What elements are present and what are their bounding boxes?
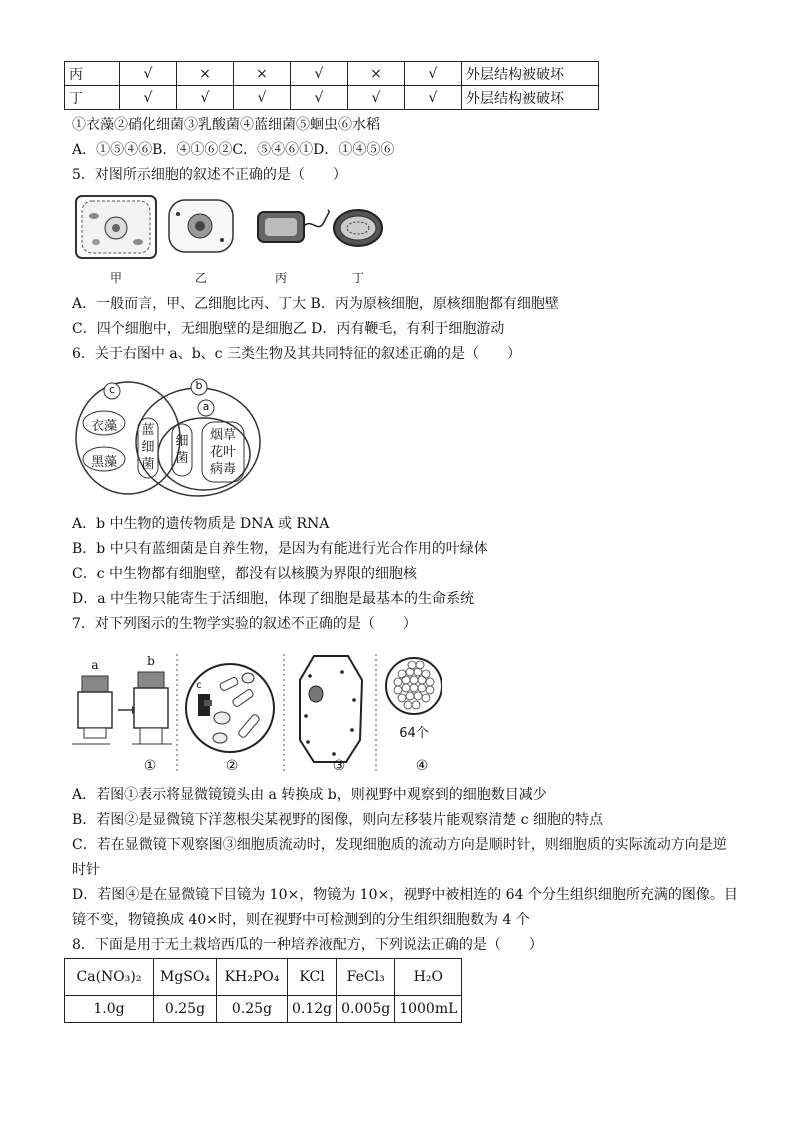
- table-cell: √: [348, 86, 405, 110]
- q5-option-ab: A．一般而言，甲、乙细胞比丙、丁大 B．丙为原核细胞，原核细胞都有细胞壁: [72, 296, 559, 312]
- value-cell: 0.25g: [217, 996, 288, 1023]
- lens-b-cap: [138, 672, 164, 688]
- table-cell: √: [177, 86, 234, 110]
- q6-option-c: C．c 中生物都有细胞壁，都没有以核膜为界限的细胞核: [72, 566, 418, 582]
- chloroplast-dot: [350, 728, 354, 732]
- table-cell: √: [120, 86, 177, 110]
- nutrient-formula-table: [64, 958, 462, 1023]
- table-row: [65, 86, 599, 110]
- cyanobacterium-inner: [340, 216, 376, 240]
- label-virus: 烟草花叶病毒: [209, 428, 236, 477]
- nucleus-3: [309, 686, 323, 702]
- lens-a-tip: [84, 728, 106, 738]
- table-cell: √: [234, 86, 291, 110]
- fig-label-yi: 乙: [194, 271, 207, 285]
- table-row: [65, 996, 462, 1023]
- header-cell: KH₂PO₄: [217, 959, 288, 996]
- q7-option-c-line1: C．若在显微镜下观察图③细胞质流动时，发现细胞质的流动方向是顺时针，则细胞质的实际流动方向是逆: [72, 837, 727, 853]
- q7-option-d-line1: D．若图④是在显微镜下目镜为 10×，物镜为 10×，视野中被相连的 64 个分生组织细胞所充满的图像。目: [72, 887, 738, 903]
- cell-shape: [242, 673, 254, 683]
- value-cell: 0.005g: [337, 996, 395, 1023]
- q7-stem: 7．对下列图示的生物学实验的叙述不正确的是（ ）: [72, 616, 417, 632]
- bacterium-cytoplasm: [265, 218, 297, 236]
- cell-count-label: 64个: [399, 726, 429, 741]
- plant-cell-3: [300, 656, 362, 762]
- q7-option-d-line2: 镜不变，物镜换成 40×时，则在视野中可检测到的分生组织细胞数为 4 个: [72, 912, 530, 928]
- q5-option-cd: C．四个细胞中，无细胞壁的是细胞乙 D．丙有鞭毛，有利于细胞游动: [72, 321, 505, 337]
- table-cell: √: [291, 86, 348, 110]
- table-cell: ×: [177, 62, 234, 86]
- fig-num-3: ③: [332, 758, 346, 774]
- table-cell: ×: [348, 62, 405, 86]
- chloroplast-dot: [332, 752, 336, 756]
- fig-label-jia: 甲: [109, 271, 122, 285]
- q7-option-b: B．若图②是显微镜下洋葱根尖某视野的图像，则向左移装片能观察清楚 c 细胞的特点: [72, 812, 604, 828]
- value-cell: 0.12g: [288, 996, 337, 1023]
- q7-figures: [72, 650, 442, 780]
- animal-cell-nucleolus: [195, 221, 205, 231]
- label-c: c: [108, 383, 116, 396]
- q7-option-c-line2: 时针: [72, 862, 100, 878]
- table-header-row: [65, 959, 462, 996]
- flagellum-shape: [304, 210, 329, 227]
- label-heizao: 黑藻: [90, 455, 117, 470]
- q7-figure-svg: [72, 650, 442, 780]
- table-cell: √: [291, 62, 348, 86]
- table-cell: √: [405, 86, 462, 110]
- fig-num-4: ④: [415, 758, 429, 774]
- header-cell: MgSO₄: [154, 959, 217, 996]
- label-b: b: [195, 379, 203, 392]
- lens-b-body: [134, 688, 168, 728]
- lens-b-label: b: [147, 654, 155, 668]
- table-note: 外层结构被破坏: [462, 86, 599, 110]
- q6-option-b: B．b 中只有蓝细菌是自养生物，是因为有能进行光合作用的叶绿体: [72, 541, 488, 557]
- cell-shape: [213, 733, 227, 743]
- lens-a-cap: [82, 676, 108, 692]
- table-cell: √: [405, 62, 462, 86]
- chloroplast-dot: [352, 698, 356, 702]
- label-xijun: 细菌: [175, 434, 189, 466]
- header-cell: FeCl₃: [337, 959, 395, 996]
- chloroplast-shape: [89, 213, 99, 219]
- fig-num-2: ②: [225, 758, 239, 774]
- chloroplast-dot: [304, 714, 308, 718]
- cell-c-label: c: [196, 680, 202, 691]
- q6-option-a: A．b 中生物的遗传物质是 DNA 或 RNA: [72, 516, 330, 532]
- table-row: [65, 62, 599, 86]
- lens-b-tip: [140, 728, 162, 744]
- chloroplast-dot: [340, 670, 344, 674]
- fig-num-1: ①: [143, 758, 157, 774]
- chloroplast-dot: [308, 674, 312, 678]
- q5-cell-figures: [72, 190, 392, 288]
- mitochondrion-shape: [92, 239, 100, 245]
- value-cell: 1000mL: [395, 996, 462, 1023]
- fig-label-bing: 丙: [274, 271, 287, 285]
- q8-stem: 8．下面是用于无土栽培西瓜的一种培养液配方，下列说法正确的是（ ）: [72, 937, 543, 953]
- organelle-dot: [220, 238, 224, 242]
- row-label: 丙: [65, 62, 120, 86]
- fig-label-ding: 丁: [351, 271, 364, 285]
- value-cell: 0.25g: [154, 996, 217, 1023]
- q6-option-d: D．a 中生物只能寄生于活细胞，体现了细胞是最基本的生命系统: [72, 591, 475, 607]
- label-a: a: [202, 400, 210, 413]
- header-cell: H₂O: [395, 959, 462, 996]
- value-cell: 1.0g: [65, 996, 154, 1023]
- organelle-dot: [176, 212, 180, 216]
- circle-c-shape: [76, 382, 180, 494]
- lens-a-label: a: [91, 658, 99, 672]
- label-yizao: 衣藻: [90, 419, 117, 434]
- cell-c-detail: [204, 700, 212, 706]
- table-cell: √: [120, 62, 177, 86]
- chloroplast-dot: [306, 740, 310, 744]
- cell-shape: [214, 712, 230, 724]
- q4-organism-list: ①衣藻②硝化细菌③乳酸菌④蓝细菌⑤蛔虫⑥水稻: [72, 117, 380, 133]
- table-cell: ×: [234, 62, 291, 86]
- q6-stem: 6．关于右图中 a、b、c 三类生物及其共同特征的叙述正确的是（ ）: [72, 346, 521, 362]
- q7-option-a: A．若图①表示将显微镜镜头由 a 转换成 b，则视野中观察到的细胞数目减少: [72, 787, 547, 803]
- plant-cell-nucleolus: [112, 224, 120, 232]
- lens-a-body: [78, 692, 112, 728]
- row-label: 丁: [65, 86, 120, 110]
- header-cell: Ca(NO₃)₂: [65, 959, 154, 996]
- q5-stem: 5．对图所示细胞的叙述不正确的是（ ）: [72, 167, 347, 183]
- field-of-view-4: [386, 658, 442, 714]
- label-lanxijun: 蓝细菌: [141, 423, 155, 472]
- chloroplast-shape: [133, 239, 143, 245]
- header-cell: KCl: [288, 959, 337, 996]
- table-note: 外层结构被破坏: [462, 62, 599, 86]
- q4-options: A．①⑤④⑥B．④①⑥②C．⑤④⑥①D．①④⑤⑥: [72, 142, 395, 158]
- q6-venn-diagram: [74, 378, 264, 498]
- table-organism-features: [64, 61, 599, 110]
